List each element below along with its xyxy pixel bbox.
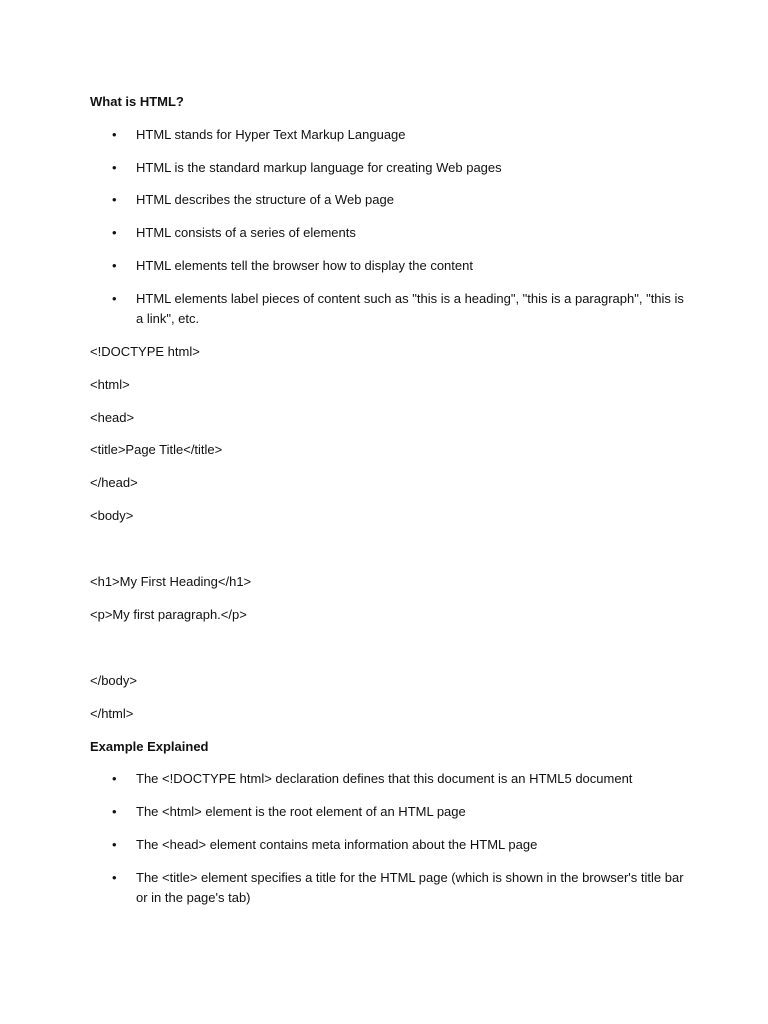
bullet-icon: • [112, 804, 117, 819]
bullet-icon: • [112, 771, 117, 786]
bullet-icon: • [112, 160, 117, 175]
code-line: </html> [90, 706, 134, 721]
list-item-text: HTML consists of a series of elements [136, 225, 356, 240]
bullet-icon: • [112, 837, 117, 852]
bullet-icon: • [112, 258, 117, 273]
code-line: </body> [90, 673, 137, 688]
bullet-icon: • [112, 225, 117, 240]
code-line: <h1>My First Heading</h1> [90, 574, 252, 589]
list-item-text: HTML elements label pieces of content such as "this is a heading", "this is a paragraph", "this is a link", etc. [136, 291, 684, 326]
list-item-text: HTML elements tell the browser how to display the content [136, 258, 473, 273]
list-item-text: The <html> element is the root element of an HTML page [136, 804, 466, 819]
list-item-text: The <title> element specifies a title for the HTML page (which is shown in the browser's title bar or in the page's tab) [136, 870, 684, 905]
bullet-icon: • [112, 127, 117, 142]
heading-what-is-html: What is HTML? [90, 94, 184, 109]
code-line: <html> [90, 377, 130, 392]
code-line: <title>Page Title</title> [90, 442, 223, 457]
code-line: <head> [90, 410, 135, 425]
list-item-text: The <!DOCTYPE html> declaration defines that this document is an HTML5 document [136, 771, 633, 786]
bullet-icon: • [112, 291, 117, 306]
list-item-text: HTML stands for Hyper Text Markup Language [136, 127, 406, 142]
list-item-text: HTML describes the structure of a Web page [136, 192, 394, 207]
list-item-text: HTML is the standard markup language for creating Web pages [136, 160, 502, 175]
bullet-icon: • [112, 870, 117, 885]
code-line: <body> [90, 508, 134, 523]
list-item-text: The <head> element contains meta information about the HTML page [136, 837, 538, 852]
code-line: <!DOCTYPE html> [90, 344, 200, 359]
code-line: <p>My first paragraph.</p> [90, 607, 247, 622]
bullet-icon: • [112, 192, 117, 207]
heading-example-explained: Example Explained [90, 739, 209, 754]
code-line: </head> [90, 475, 138, 490]
